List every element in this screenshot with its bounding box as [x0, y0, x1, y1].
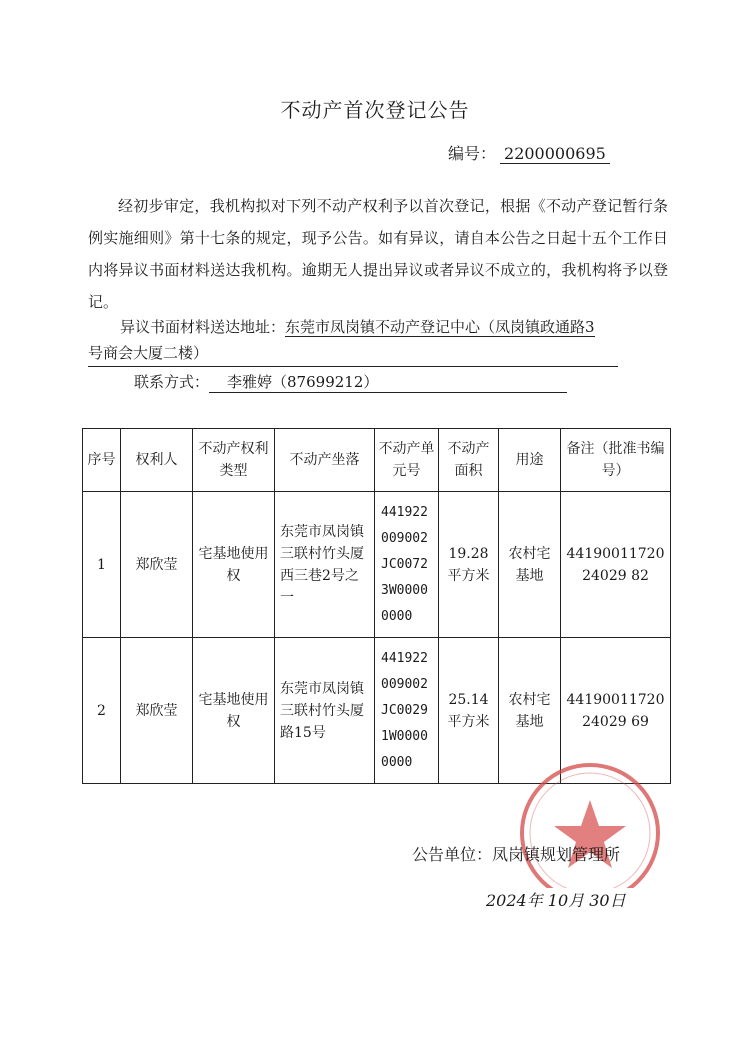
col-header-no: 序号 [83, 429, 121, 492]
issuer-value: 凤岗镇规划管理所 [492, 845, 621, 864]
cell-remark: 4419001172024029 69 [561, 638, 671, 784]
objection-address [88, 314, 678, 367]
document-number-value: 2200000695 [500, 144, 610, 164]
table-header-row [83, 429, 671, 492]
objection-address-label: 异议书面材料送达地址： [120, 318, 286, 336]
cell-location: 东莞市凤岗镇三联村竹头厦路15号 [275, 638, 375, 784]
registration-table [82, 428, 671, 784]
objection-address-line1: 东莞市凤岗镇不动产登记中心（凤岗镇政通路3 [285, 318, 595, 336]
col-header-right-type: 不动产权利类型 [193, 429, 275, 492]
col-header-unit-no: 不动产单元号 [375, 429, 439, 492]
cell-use: 农村宅基地 [499, 638, 561, 784]
objection-address-line2: 号商会大厦二楼） [88, 340, 618, 367]
contact-value: 李雅婷（87699212） [209, 372, 567, 393]
cell-location: 东莞市凤岗镇三联村竹头厦西三巷2号之一 [275, 492, 375, 638]
cell-right-type: 宅基地使用权 [193, 492, 275, 638]
contact-label: 联系方式： [134, 373, 210, 391]
issuer-label: 公告单位： [412, 845, 493, 864]
issuer [412, 842, 620, 865]
cell-use: 农村宅基地 [499, 492, 561, 638]
cell-unit-no: 441922 009002 JC0029 1W0000 0000 [375, 638, 439, 784]
cell-no: 2 [83, 638, 121, 784]
cell-holder: 郑欣莹 [121, 638, 193, 784]
col-header-remark: 备注（批准书编号） [561, 429, 671, 492]
cell-remark: 4419001172024029 82 [561, 492, 671, 638]
col-header-location: 不动产坐落 [275, 429, 375, 492]
col-header-area: 不动产面积 [439, 429, 499, 492]
table-row [83, 492, 671, 638]
col-header-use: 用途 [499, 429, 561, 492]
issue-date: 2024年 10月 30日 [486, 891, 626, 910]
cell-area: 19.28平方米 [439, 492, 499, 638]
col-header-holder: 权利人 [121, 429, 193, 492]
official-seal [510, 758, 660, 888]
cell-area: 25.14平方米 [439, 638, 499, 784]
notice-body: 经初步审定，我机构拟对下列不动产权利予以首次登记，根据《不动产登记暂行条例实施细则》第十七条的规定，现予公告。如有异议，请自本公告之日起十五个工作日内将异议书面材料送达我机构。逾期无人提出异议或者异议不成立的，我机构将予以登记。 [88, 197, 668, 311]
document-number-label: 编号： [448, 144, 497, 163]
cell-holder: 郑欣莹 [121, 492, 193, 638]
page-title: 不动产首次登记公告 [280, 98, 470, 122]
cell-unit-no: 441922 009002 JC0072 3W0000 0000 [375, 492, 439, 638]
cell-no: 1 [83, 492, 121, 638]
contact-info [134, 372, 567, 393]
cell-right-type: 宅基地使用权 [193, 638, 275, 784]
document-number [448, 141, 610, 164]
